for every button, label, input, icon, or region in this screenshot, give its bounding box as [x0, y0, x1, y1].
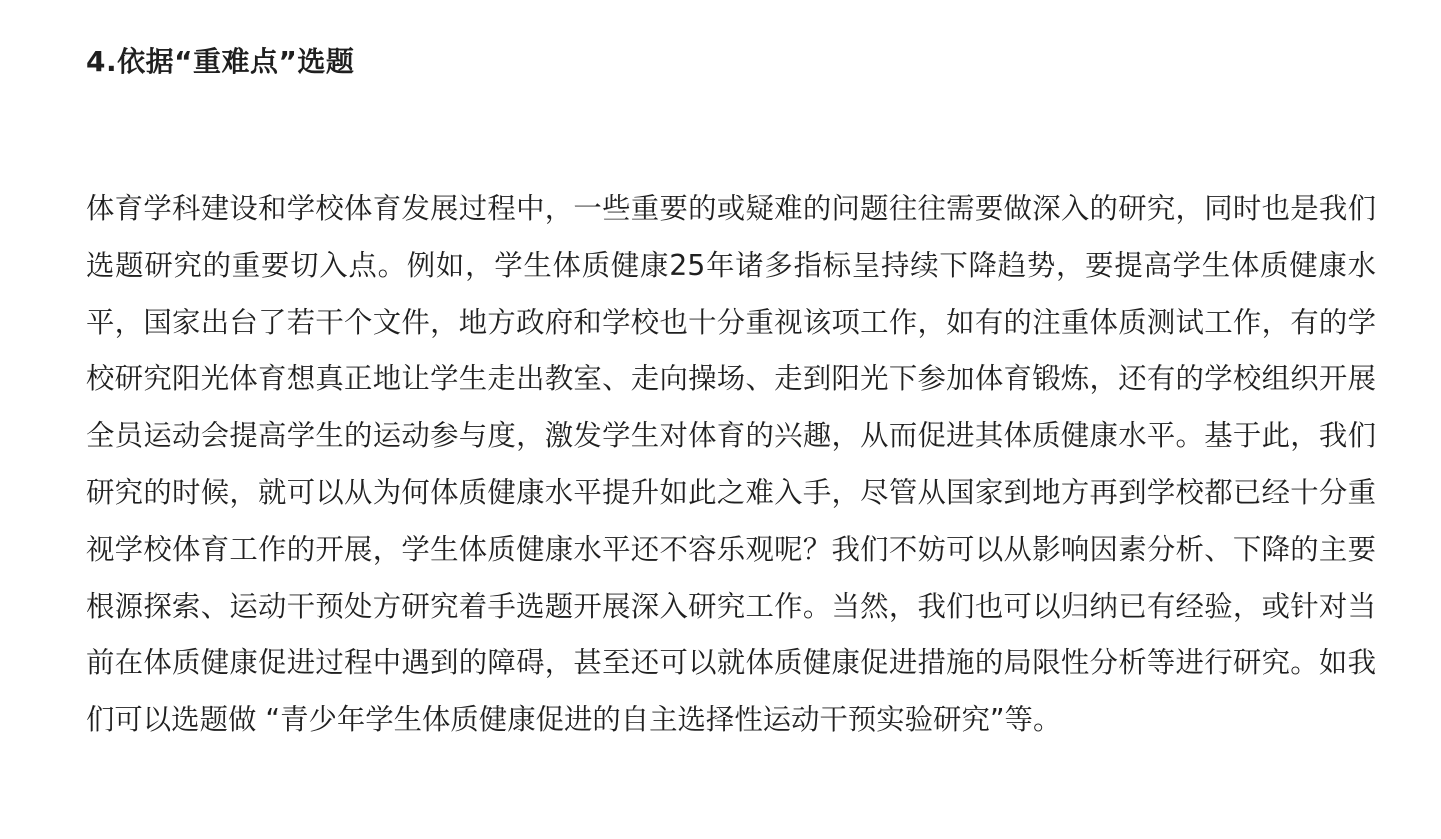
article: [86, 0, 1376, 737]
section-heading: 4.依据“重难点”选题: [86, 45, 355, 78]
body-paragraph: 体育学科建设和学校体育发展过程中，一些重要的或疑难的问题往往需要做深入的研究，同时也是我们选题研究的重要切入点。例如，学生体质健康25年诸多指标呈持续下降趋势，要提高学生体质健康水平，国家出台了若干个文件，地方政府和学校也十分重视该项工作，如有的注重体质测试工作，有的学校研究阳光体育想真正地让学生走出教室、走向操场、走到阳光下参加体育锻炼，还有的学校组织开展全员运动会提高学生的运动参与度，激发学生对体育的兴趣，从而促进其体质健康水平。基于此，我们研究的时候，就可以从为何体质健康水平提升如此之难入手，尽管从国家到地方再到学校都已经十分重视学校体育工作的开展，学生体质健康水平还不容乐观呢？我们不妨可以从影响因素分析、下降的主要根源探索、运动干预处方研究着手选题开展深入研究工作。当然，我们也可以归纳已有经验，或针对当前在体质健康促进过程中遇到的障碍，甚至还可以就体质健康促进措施的局限性分析等进行研究。如我们可以选题做 “青少年学生体质健康促进的自主选择性运动干预实验研究”等。: [86, 192, 1376, 737]
